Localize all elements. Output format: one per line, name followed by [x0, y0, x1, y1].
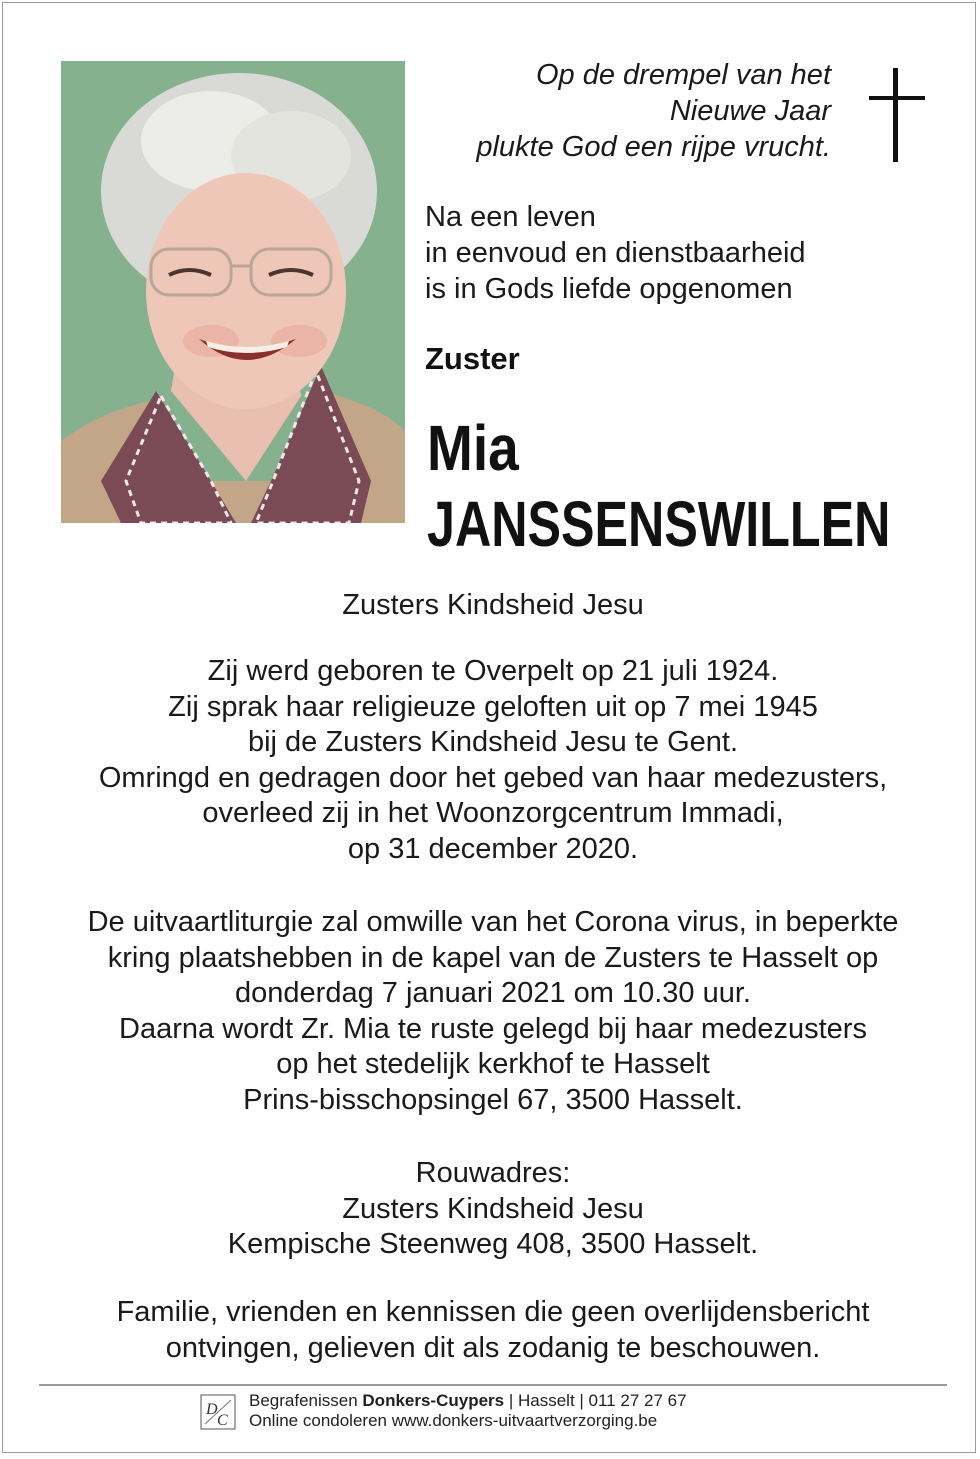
cross-icon	[869, 68, 925, 162]
service-line: De uitvaartliturgie zal omwille van het Corona virus, in beperkte	[87, 906, 899, 938]
verse	[391, 57, 831, 165]
portrait-photo	[61, 61, 405, 523]
notice	[43, 1295, 943, 1366]
footer-line-1: Begrafenissen Donkers-Cuypers | Hasselt | 011 27 27 67	[249, 1391, 687, 1410]
service-line: Daarna wordt Zr. Mia te ruste gelegd bij haar medezusters	[119, 1012, 867, 1045]
service-line: Prins-bisschopsingel 67, 3500 Hasselt.	[243, 1083, 743, 1116]
address-line: Zusters Kindsheid Jesu	[342, 1192, 644, 1225]
service-line: kring plaatshebben in de kapel van de Zusters te Hasselt op	[107, 941, 879, 974]
funeral-home-logo-icon	[200, 1394, 236, 1430]
verse-line: Op de drempel van het	[535, 59, 831, 91]
intro-line: Na een leven	[425, 201, 596, 233]
biography-line: Zij sprak haar religieuze geloften uit op 7 mei 1945	[168, 690, 818, 723]
obituary-card	[2, 2, 976, 1453]
address-line: Rouwadres:	[415, 1157, 571, 1189]
verse-line: plukte God een rijpe vrucht.	[476, 131, 831, 163]
notice-line: Familie, vrienden en kennissen die geen overlijdensbericht	[116, 1296, 870, 1328]
divider	[39, 1384, 947, 1386]
biography-line: overleed zij in het Woonzorgcentrum Immadi,	[202, 797, 784, 829]
funeral-service	[43, 905, 943, 1118]
biography-line: op 31 december 2020.	[347, 832, 639, 865]
svg-text:C: C	[217, 1412, 228, 1429]
biography-line: Zij werd geboren te Overpelt op 21 juli 1924.	[207, 655, 779, 687]
service-line: donderdag 7 januari 2021 om 10.30 uur.	[235, 977, 751, 1009]
intro-line: in eenvoud en dienstbaarheid	[425, 237, 806, 269]
notice-line: ontvingen, gelieven dit als zodanig te beschouwen.	[165, 1331, 821, 1364]
deceased-surname: JANSSENSWILLEN	[427, 488, 891, 560]
condolence-address	[43, 1156, 943, 1263]
address-line: Kempische Steenweg 408, 3500 Hasselt.	[227, 1228, 759, 1260]
deceased-title: Zuster	[425, 341, 520, 376]
biography-line: Omringd en gedragen door het gebed van haar medezusters,	[98, 761, 888, 794]
footer-line-2[interactable]: Online condoleren www.donkers-uitvaartverzorging.be	[249, 1411, 658, 1430]
biography-line: bij de Zusters Kindsheid Jesu te Gent.	[247, 726, 739, 758]
congregation: Zusters Kindsheid Jesu	[342, 589, 644, 621]
funeral-home-name: Donkers-Cuypers	[362, 1391, 505, 1410]
verse-line: Nieuwe Jaar	[669, 95, 831, 127]
service-line: op het stedelijk kerkhof te Hasselt	[276, 1048, 710, 1080]
intro-text	[425, 199, 806, 307]
deceased-given-name: Mia	[427, 412, 519, 484]
biography	[43, 654, 943, 867]
svg-text:D: D	[206, 1401, 218, 1418]
intro-line: is in Gods liefde opgenomen	[425, 273, 793, 305]
funeral-home-footer	[249, 1391, 687, 1431]
